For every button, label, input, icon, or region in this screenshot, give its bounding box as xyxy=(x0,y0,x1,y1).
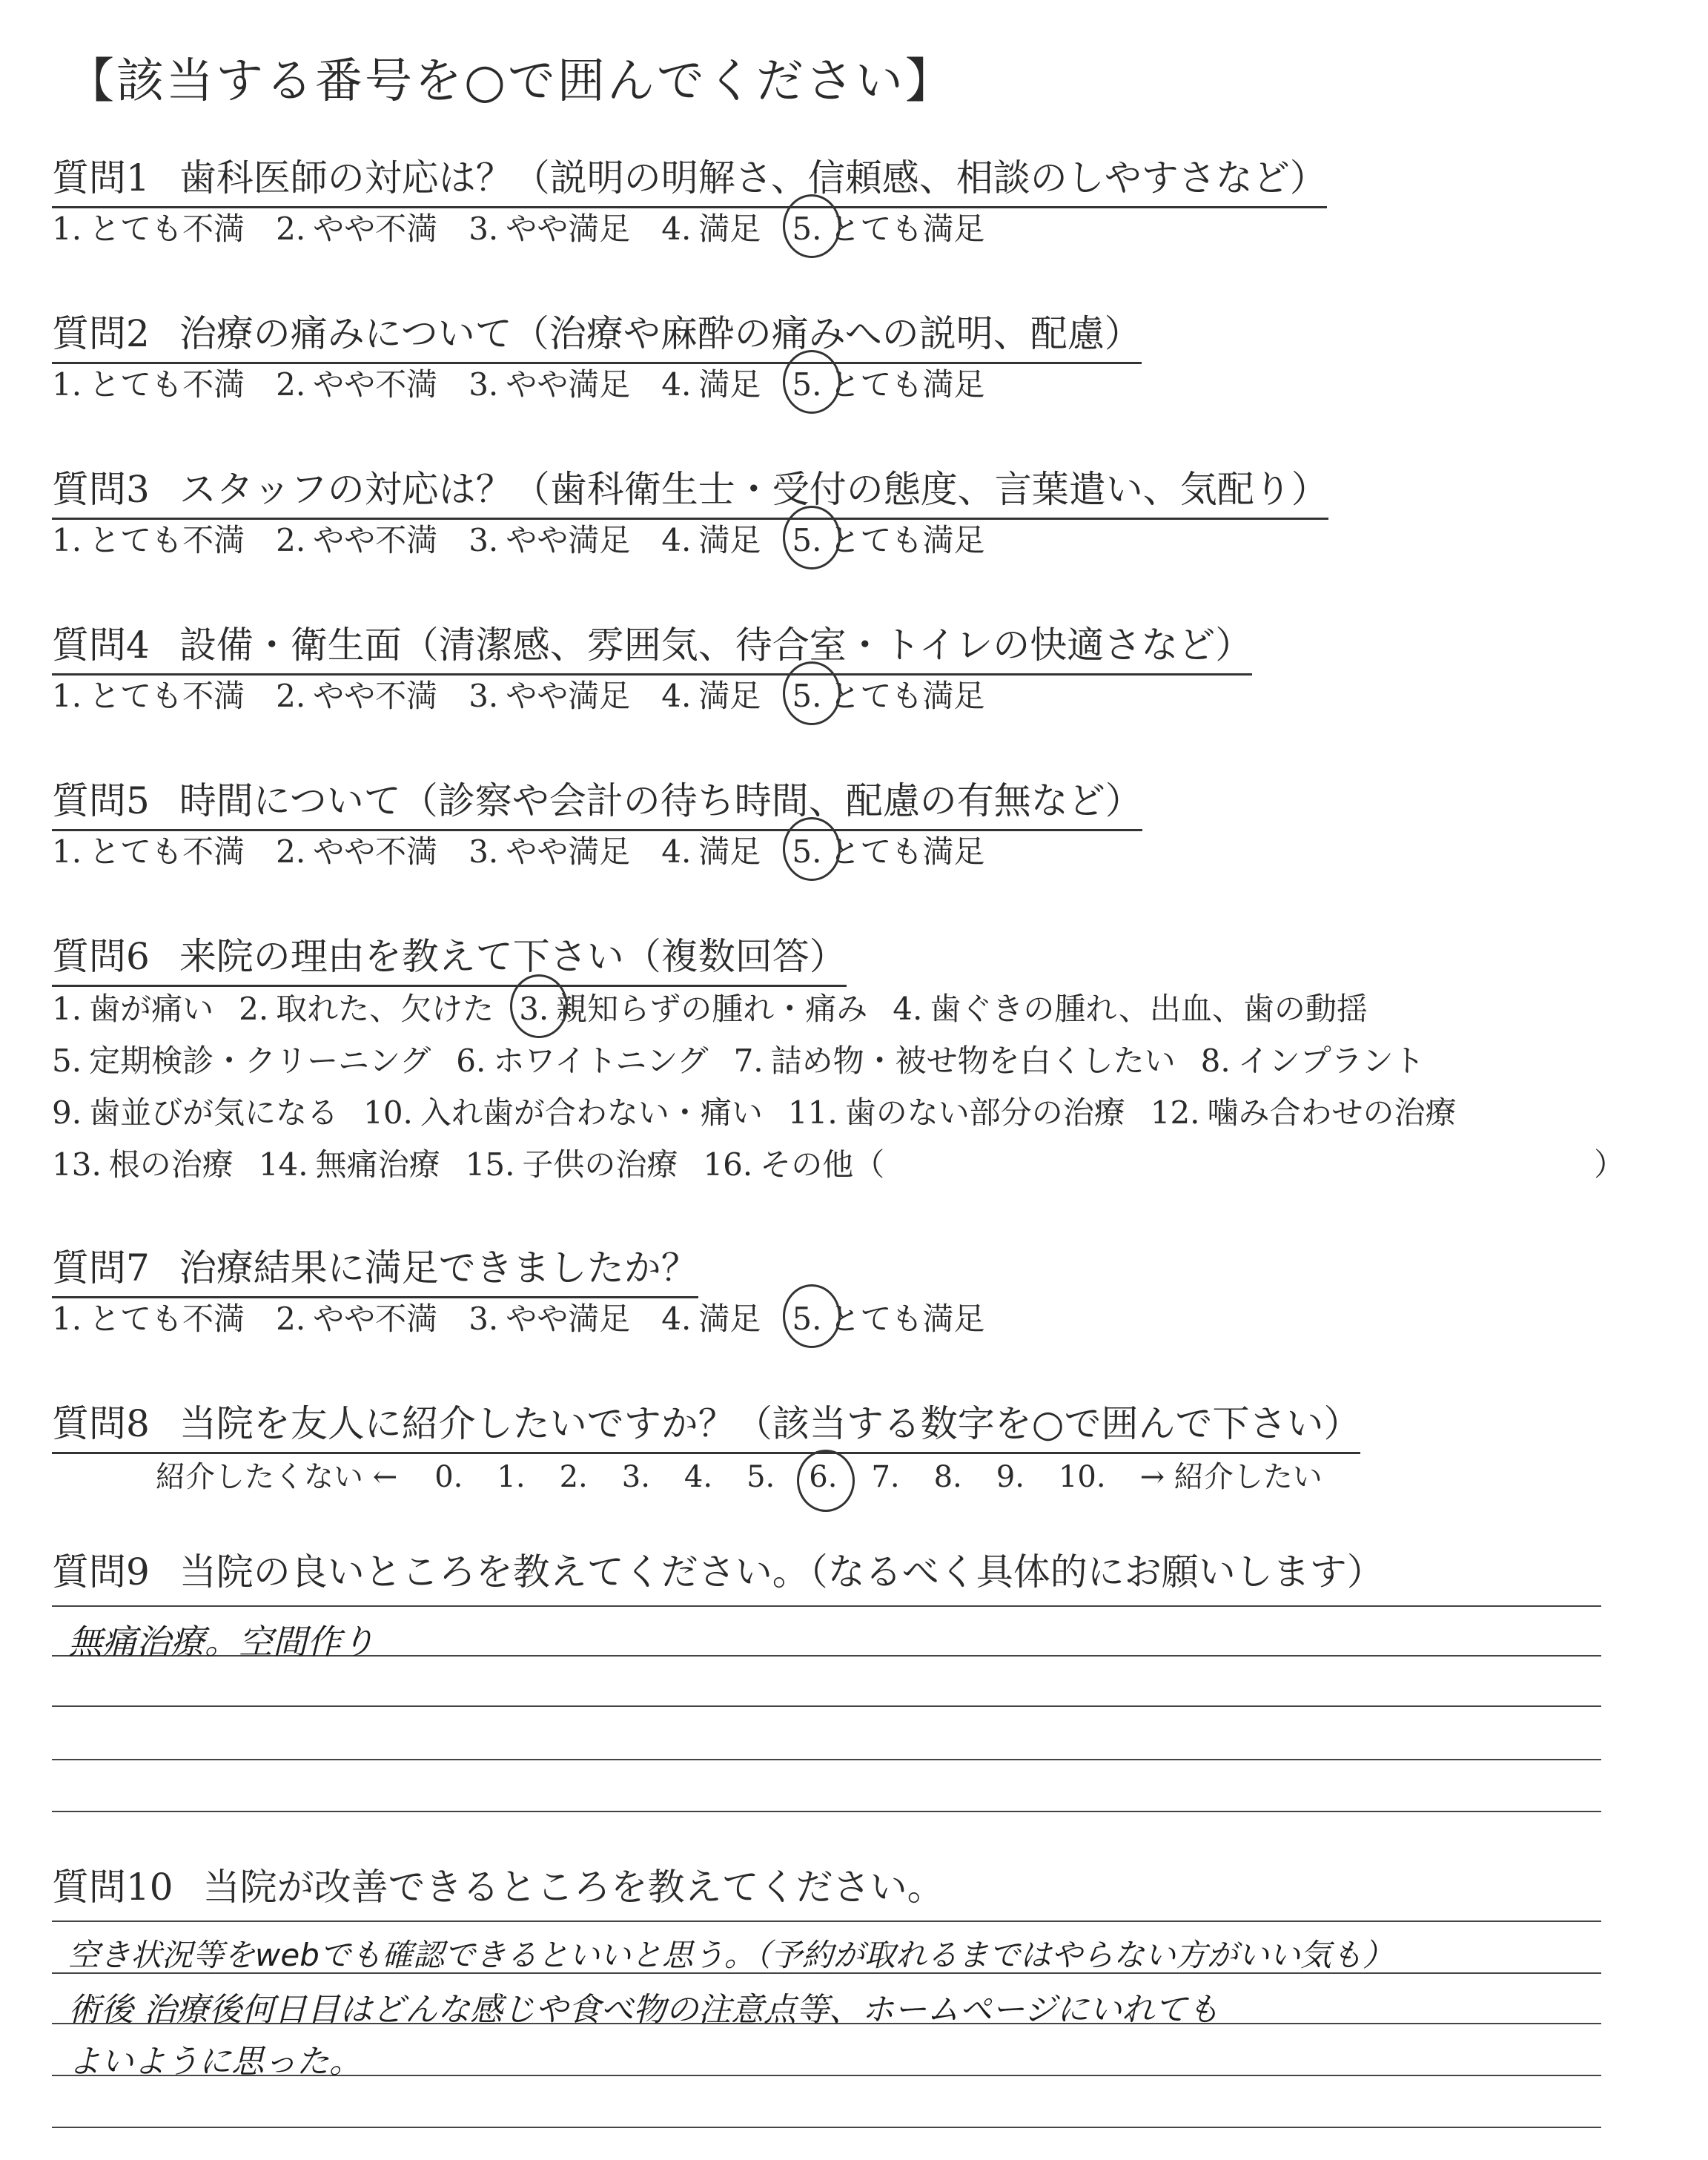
question-label: 質問6 xyxy=(52,935,150,978)
answer-option[interactable] xyxy=(276,205,437,249)
option-label: とても不満 xyxy=(89,1301,245,1337)
option-label: やや不満 xyxy=(313,366,438,403)
option-label: やや不満 xyxy=(313,833,438,870)
option-label: とても不満 xyxy=(89,833,245,870)
option-number: 1. xyxy=(52,991,82,1027)
answer-options xyxy=(52,828,1016,872)
option-label: 満足 xyxy=(698,211,761,247)
page-title: 【該当する番号を○で囲んでください】 xyxy=(67,54,955,109)
reason-option[interactable] xyxy=(52,1037,431,1081)
answer-option[interactable] xyxy=(792,360,984,405)
option-label: やや不満 xyxy=(313,211,438,247)
scale-value[interactable]: 8. xyxy=(933,1460,962,1494)
answer-option[interactable] xyxy=(276,360,437,405)
answer-line xyxy=(52,2127,1601,2128)
option-label: 歯のない部分の治療 xyxy=(844,1094,1125,1131)
reason-options-row xyxy=(52,1140,1626,1185)
option-number: 4. xyxy=(661,678,692,714)
recommend-scale xyxy=(156,1453,1323,1496)
question-text: 来院の理由を教えて下さい（複数回答） xyxy=(179,935,847,978)
answer-option[interactable] xyxy=(469,672,630,716)
reason-option[interactable] xyxy=(52,985,214,1029)
option-label: やや満足 xyxy=(506,522,631,558)
question-text: 設備・衛生面（清潔感、雰囲気、待合室・トイレの快適さなど） xyxy=(179,624,1253,667)
option-number: 5. xyxy=(792,678,822,714)
answer-option[interactable] xyxy=(792,672,984,716)
option-number: 2. xyxy=(276,833,306,870)
option-label: 満足 xyxy=(698,1301,761,1337)
option-number: 3. xyxy=(519,991,549,1027)
reason-option[interactable] xyxy=(893,985,1368,1029)
handwritten-answer-line[interactable]: よいように思った。 xyxy=(68,2043,362,2081)
option-number: 16. xyxy=(703,1146,753,1183)
answer-options xyxy=(52,360,1016,405)
option-label: 入れ歯が合わない・痛い xyxy=(420,1094,763,1131)
option-number: 4. xyxy=(661,211,692,247)
answer-option[interactable] xyxy=(469,828,630,872)
option-number: 4. xyxy=(661,833,692,870)
option-label: 親知らずの腫れ・痛み xyxy=(556,991,868,1027)
answer-options xyxy=(52,516,1016,561)
option-label: とても満足 xyxy=(829,1301,985,1337)
option-number: 1. xyxy=(52,211,82,247)
option-number: 2. xyxy=(276,678,306,714)
option-label: やや満足 xyxy=(506,833,631,870)
option-label: 歯ぐきの腫れ、出血、歯の動揺 xyxy=(930,991,1368,1027)
scale-value[interactable]: 10. xyxy=(1058,1460,1106,1494)
reason-option[interactable] xyxy=(703,1140,884,1185)
option-number: 5. xyxy=(792,522,822,558)
question-label: 質問5 xyxy=(52,779,150,822)
option-label: やや満足 xyxy=(506,678,631,714)
option-number: 5. xyxy=(792,1301,822,1337)
question-label: 質問10 xyxy=(52,1866,173,1909)
option-number: 3. xyxy=(469,833,499,870)
question-text: 当院を友人に紹介したいですか？（該当する数字を○で囲んで下さい） xyxy=(179,1402,1361,1445)
scale-value[interactable]: 2. xyxy=(559,1460,588,1494)
option-number: 8. xyxy=(1200,1043,1231,1079)
other-close-paren: ） xyxy=(1594,1146,1626,1183)
reason-option[interactable] xyxy=(1151,1089,1457,1133)
question-title xyxy=(52,460,1328,520)
answer-option[interactable] xyxy=(469,516,630,561)
option-number: 1. xyxy=(52,366,82,403)
scale-left-label: 紹介したくない ← xyxy=(156,1460,398,1494)
handwritten-answer-line[interactable]: 空き状況等をwebでも確認できるといいと思う。（予約が取れるまではやらない方がいい気も） xyxy=(68,1937,1394,1973)
question-label: 質問4 xyxy=(52,624,150,667)
reason-options-row xyxy=(52,1037,1450,1081)
question-label: 質問9 xyxy=(52,1550,150,1593)
scale-value[interactable]: 5. xyxy=(747,1460,775,1494)
option-number: 5. xyxy=(792,833,822,870)
option-label: 詰め物・被せ物を白くしたい xyxy=(770,1043,1176,1079)
scale-value[interactable]: 1. xyxy=(497,1460,526,1494)
option-label: やや満足 xyxy=(506,211,631,247)
question-title xyxy=(52,1542,1384,1600)
option-number: 11. xyxy=(787,1094,838,1131)
option-number: 2. xyxy=(276,366,306,403)
question-text: 当院が改善できるところを教えてください。 xyxy=(202,1866,944,1909)
option-number: 5. xyxy=(792,211,822,247)
question-title xyxy=(52,1238,698,1298)
option-number: 6. xyxy=(456,1043,486,1079)
option-label: やや不満 xyxy=(313,1301,438,1337)
scale-value[interactable]: 4. xyxy=(683,1460,713,1494)
question-text: 治療の痛みについて（治療や麻酔の痛みへの説明、配慮） xyxy=(179,312,1142,355)
answer-option[interactable] xyxy=(661,1295,761,1339)
option-number: 4. xyxy=(661,1301,692,1337)
option-number: 5. xyxy=(792,366,822,403)
scale-value[interactable]: 6. xyxy=(809,1460,837,1494)
answer-option[interactable] xyxy=(52,205,245,249)
option-label: とても満足 xyxy=(829,833,985,870)
option-number: 15. xyxy=(465,1146,515,1183)
scale-value[interactable]: 3. xyxy=(621,1460,650,1494)
question-title xyxy=(52,771,1142,831)
answer-line xyxy=(52,1811,1601,1812)
answer-option[interactable] xyxy=(469,205,630,249)
answer-option[interactable] xyxy=(661,516,761,561)
option-label: 取れた、欠けた xyxy=(276,991,494,1027)
reason-option[interactable] xyxy=(519,985,867,1029)
answer-option[interactable] xyxy=(52,1295,245,1339)
answer-options xyxy=(52,1295,1016,1339)
reason-option[interactable] xyxy=(1201,1037,1425,1081)
answer-option[interactable] xyxy=(661,205,761,249)
answer-options xyxy=(52,205,1016,249)
option-label: やや満足 xyxy=(506,366,631,403)
option-number: 14. xyxy=(258,1146,308,1183)
option-number: 3. xyxy=(469,366,499,403)
answer-option[interactable] xyxy=(661,828,761,872)
option-number: 2. xyxy=(239,991,269,1027)
option-number: 4. xyxy=(893,991,923,1027)
reason-option[interactable] xyxy=(734,1037,1176,1081)
answer-option[interactable] xyxy=(276,828,437,872)
scale-right-label: → 紹介したい xyxy=(1139,1460,1323,1494)
option-number: 4. xyxy=(661,522,692,558)
question-text: 治療結果に満足できましたか？ xyxy=(179,1246,698,1289)
answer-option[interactable] xyxy=(469,360,630,405)
option-label: とても満足 xyxy=(829,678,985,714)
option-number: 1. xyxy=(52,833,82,870)
answer-option[interactable] xyxy=(52,516,245,561)
option-number: 7. xyxy=(733,1043,764,1079)
option-label: やや不満 xyxy=(313,522,438,558)
reason-options-row xyxy=(52,985,1393,1029)
question-label: 質問3 xyxy=(52,468,150,511)
option-number: 12. xyxy=(1150,1094,1200,1131)
answer-option[interactable] xyxy=(792,205,984,249)
answer-line xyxy=(52,1759,1601,1760)
option-number: 10. xyxy=(363,1094,413,1131)
question-text: 時間について（診察や会計の待ち時間、配慮の有無など） xyxy=(179,779,1142,822)
question-text: スタッフの対応は？（歯科衛生士・受付の態度、言葉遣い、気配り） xyxy=(179,468,1328,511)
reason-option[interactable] xyxy=(363,1089,763,1133)
question-label: 質問1 xyxy=(52,156,150,199)
answer-option[interactable] xyxy=(661,672,761,716)
question-label: 質問8 xyxy=(52,1402,150,1445)
question-title xyxy=(52,927,847,987)
answer-option[interactable] xyxy=(469,1295,630,1339)
option-label: 満足 xyxy=(698,833,761,870)
option-number: 5. xyxy=(52,1043,82,1079)
scale-value[interactable]: 9. xyxy=(996,1460,1025,1494)
option-label: とても満足 xyxy=(829,522,985,558)
option-number: 1. xyxy=(52,1301,82,1337)
option-number: 3. xyxy=(469,522,499,558)
answer-option[interactable] xyxy=(52,360,245,405)
option-label: とても満足 xyxy=(829,211,985,247)
reason-options-row xyxy=(52,1089,1482,1133)
answer-options xyxy=(52,672,1016,716)
answer-option[interactable] xyxy=(661,360,761,405)
option-label: 定期検診・クリーニング xyxy=(89,1043,431,1079)
reason-option[interactable] xyxy=(788,1089,1125,1133)
answer-option[interactable] xyxy=(792,516,984,561)
answer-option[interactable] xyxy=(52,828,245,872)
question-text: 当院の良いところを教えてください。（なるべく具体的にお願いします） xyxy=(179,1550,1384,1593)
option-label: 噛み合わせの治療 xyxy=(1207,1094,1457,1131)
option-number: 4. xyxy=(661,366,692,403)
option-number: 2. xyxy=(276,1301,306,1337)
option-number: 1. xyxy=(52,522,82,558)
reason-option[interactable] xyxy=(52,1140,234,1185)
option-number: 1. xyxy=(52,678,82,714)
option-label: 根の治療 xyxy=(108,1146,234,1183)
answer-option[interactable] xyxy=(792,828,984,872)
question-title xyxy=(52,1394,1360,1454)
option-label: とても不満 xyxy=(89,366,245,403)
answer-option[interactable] xyxy=(792,1295,984,1339)
option-label: とても満足 xyxy=(829,366,985,403)
question-title xyxy=(52,148,1327,208)
answer-option[interactable] xyxy=(276,1295,437,1339)
option-label: 満足 xyxy=(698,678,761,714)
answer-option[interactable] xyxy=(52,672,245,716)
option-label: とても不満 xyxy=(89,678,245,714)
option-label: とても不満 xyxy=(89,522,245,558)
answer-option[interactable] xyxy=(276,516,437,561)
option-number: 3. xyxy=(469,678,499,714)
answer-line xyxy=(52,1705,1601,1707)
question-title xyxy=(52,304,1142,364)
scale-value[interactable]: 0. xyxy=(434,1460,463,1494)
option-label: 無痛治療 xyxy=(315,1146,440,1183)
option-label: 満足 xyxy=(698,522,761,558)
selection-circle xyxy=(797,1450,855,1512)
reason-option[interactable] xyxy=(456,1037,708,1081)
answer-line xyxy=(52,1920,1601,1922)
handwritten-answer[interactable]: 無痛治療。空間作り xyxy=(68,1622,375,1662)
option-number: 2. xyxy=(276,211,306,247)
option-number: 3. xyxy=(469,211,499,247)
handwritten-answer-line[interactable]: 術後 治療後何日目はどんな感じや食べ物の注意点等、ホームページにいれても xyxy=(68,1991,1220,2029)
answer-option[interactable] xyxy=(276,672,437,716)
reason-option[interactable] xyxy=(466,1140,678,1185)
question-title xyxy=(52,615,1252,676)
option-label: 子供の治療 xyxy=(522,1146,678,1183)
reason-option[interactable] xyxy=(259,1140,440,1185)
option-number: 3. xyxy=(469,1301,499,1337)
question-title xyxy=(52,1857,944,1915)
option-number: 2. xyxy=(276,522,306,558)
reason-option[interactable] xyxy=(52,1089,338,1133)
option-label: やや不満 xyxy=(313,678,438,714)
scale-value[interactable]: 7. xyxy=(871,1460,900,1494)
option-label: その他（ xyxy=(760,1146,885,1183)
option-label: 歯が痛い xyxy=(89,991,214,1027)
option-label: やや満足 xyxy=(506,1301,631,1337)
question-label: 質問7 xyxy=(52,1246,150,1289)
question-label: 質問2 xyxy=(52,312,150,355)
option-label: とても不満 xyxy=(89,211,245,247)
option-label: 満足 xyxy=(698,366,761,403)
option-number: 9. xyxy=(52,1094,82,1131)
option-label: インプラント xyxy=(1237,1043,1425,1079)
option-label: 歯並びが気になる xyxy=(89,1094,339,1131)
option-label: ホワイトニング xyxy=(493,1043,709,1079)
question-text: 歯科医師の対応は？（説明の明解さ、信頼感、相談のしやすさなど） xyxy=(179,156,1327,199)
reason-option[interactable] xyxy=(239,985,494,1029)
answer-line xyxy=(52,1605,1601,1607)
option-number: 13. xyxy=(52,1146,102,1183)
